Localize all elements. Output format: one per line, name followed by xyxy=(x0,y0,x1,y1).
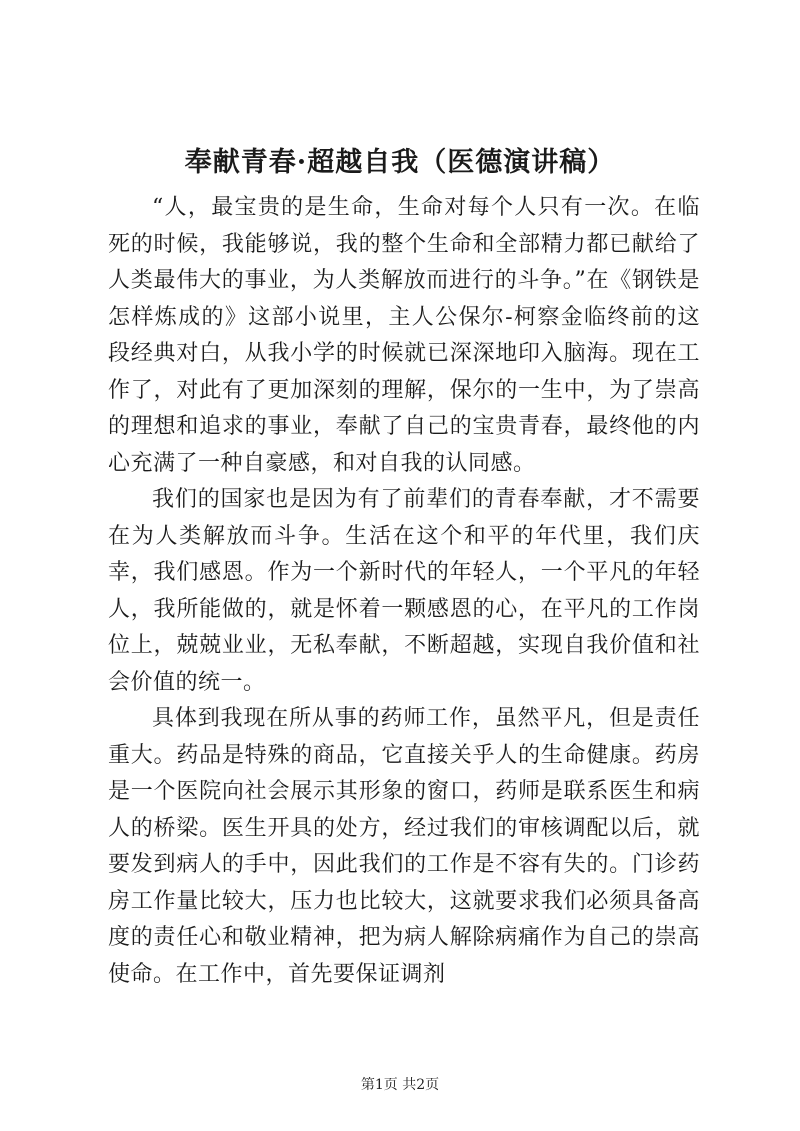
paragraph-1: “人，最宝贵的是生命，生命对每个人只有一次。在临死的时候，我能够说，我的整个生命和全部精力都已献给了人类最伟大的事业，为人类解放而进行的斗争。”在《钢铁是怎样炼成的》这部小说里，主人公保尔-柯察金临终前的这段经典对白，从我小学的时候就已深深地印入脑海。现在工作了，对此有了更加深刻的理解，保尔的一生中，为了崇高的理想和追求的事业，奉献了自己的宝贵青春，最终他的内心充满了一种自豪感，和对自我的认同感。 xyxy=(108,195,700,476)
document-title: 奉献青春·超越自我（医德演讲稿） xyxy=(184,147,616,178)
paragraph-3: 具体到我现在所从事的药师工作，虽然平凡，但是责任重大。药品是特殊的商品，它直接关乎人的生命健康。药房是一个医院向社会展示其形象的窗口，药师是联系医生和病人的桥梁。医生开具的处方，经过我们的审核调配以后，就要发到病人的手中，因此我们的工作是不容有失的。门诊药房工作量比较大，压力也比较大，这就要求我们必须具备高度的责任心和敬业精神，把为病人解除病痛作为自己的崇高使命。在工作中，首先要保证调剂 xyxy=(108,706,700,987)
document-body xyxy=(108,190,700,993)
page-number-footer: 第1页 共2页 xyxy=(360,1077,440,1093)
paragraph-2: 我们的国家也是因为有了前辈们的青春奉献，才不需要在为人类解放而斗争。生活在这个和平的年代里，我们庆幸，我们感恩。作为一个新时代的年轻人，一个平凡的年轻人，我所能做的，就是怀着一颗感恩的心，在平凡的工作岗位上，兢兢业业，无私奉献，不断超越，实现自我价值和社会价值的统一。 xyxy=(108,487,700,695)
